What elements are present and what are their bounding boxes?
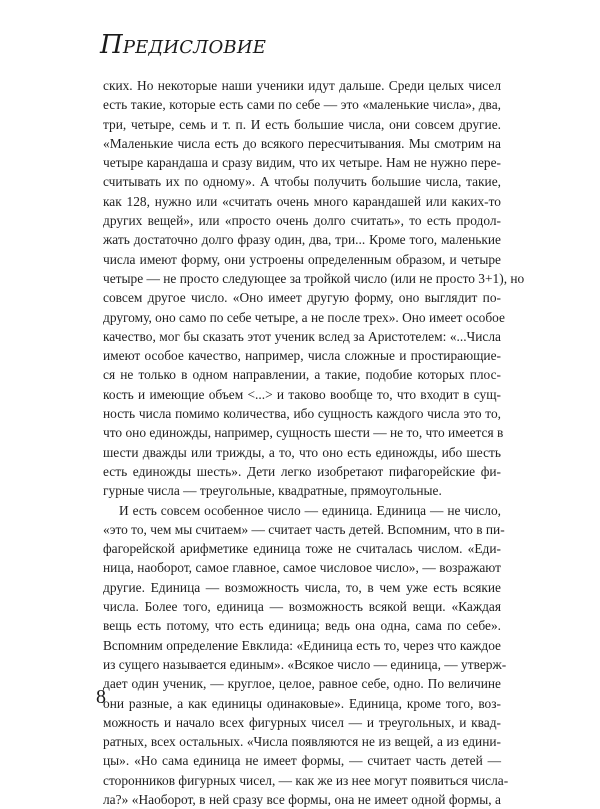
text-line: ся не только в одном направлении, а такие, подобие которых плос-: [103, 367, 501, 383]
text-line: гурные числа — треугольные, квадратные, прямоугольные.: [103, 483, 442, 499]
text-line: из сущего называется единым». «Всякое число — единица, — утверж-: [103, 656, 507, 672]
page-header-title: Предисловие: [100, 30, 267, 60]
text-line: сторонников фигурных чисел, — как же из нее могут появиться числа-: [103, 772, 509, 788]
text-line: что оно единожды, например, сущность шести — не то, что имеется в: [103, 425, 504, 441]
text-line: четыре — не просто следующее за тройкой число (или не просто 3+1), но: [103, 270, 525, 286]
text-line: ских. Но некоторые наши ученики идут дальше. Среди целых чисел: [103, 78, 501, 93]
text-line: дает один ученик, — круглое, целое, равное себе, одно. По величине: [103, 676, 501, 692]
paragraph-1: [103, 76, 525, 501]
text-line: числа. Более того, единица — возможность всякой вещи. «Каждая: [103, 599, 501, 615]
text-line: ла?» «Наоборот, в ней сразу все формы, она не имеет одной формы, а: [103, 791, 501, 807]
body-text: [103, 76, 525, 809]
text-line: фагорейской арифметике единица тоже не считалась числом. «Еди-: [103, 541, 501, 557]
text-line: качество, мог бы сказать этот ученик вслед за Аристотелем: «...Числа: [103, 328, 501, 344]
text-line: они разные, а как единицы одинаковые». Единица, кроме того, воз-: [103, 695, 501, 711]
text-line: кость и имеющие объем <...> и таково вообще то, что входит в сущ-: [103, 386, 501, 402]
text-line: И есть совсем особенное число — единица. Единица — не число,: [119, 502, 501, 518]
text-line: шести дважды или трижды, а то, что оно есть единожды, ибо шесть: [103, 444, 501, 460]
text-line: есть такие, которые есть сами по себе — это «маленькие числа», два,: [103, 97, 501, 113]
text-line: ность числа помимо количества, ибо сущность каждого числа это то,: [103, 406, 501, 422]
text-line: других вещей», или «просто очень долго считать», то есть продол-: [103, 213, 501, 229]
text-line: Вспомним определение Евклида: «Единица есть то, через что каждое: [103, 637, 501, 653]
text-line: другому, оно само по себе четыре, а не после трех». Оно имеет особое: [103, 309, 505, 325]
text-line: ратных, всех остальных. «Числа появляются не из вещей, а из едини-: [103, 734, 501, 750]
text-line: четыре карандаша и сразу видим, что их четыре. Нам не нужно пере-: [103, 155, 501, 171]
text-line: «это то, чем мы считаем» — считает часть детей. Вспомним, что в пи-: [103, 521, 505, 537]
text-line: считывать их по одному». А чтобы получить большие числа, такие,: [103, 174, 501, 190]
text-line: числа имеют форму, они устроены определенным образом, и четыре: [103, 251, 501, 267]
text-line: как 128, нужно или «считать очень много карандашей или каких-то: [103, 193, 501, 209]
text-line: есть единожды шесть». Дети легко изобретают пифагорейские фи-: [103, 463, 501, 479]
text-line: вещь есть потому, что есть единица; ведь она одна, сама по себе».: [103, 618, 501, 634]
text-line: «Маленькие числа есть до всякого пересчитывания. Мы смотрим на: [103, 135, 501, 151]
text-line: ница, наоборот, самое главное, самое числовое число», — возражают: [103, 560, 501, 576]
text-line: три, четыре, семь и т. п. И есть большие числа, они совсем другие.: [103, 116, 501, 132]
text-line: другие. Единица — возможность числа, то, в чем уже есть всякие: [103, 579, 501, 595]
text-line: можность и начало всех фигурных чисел — и треугольных, и квад-: [103, 714, 501, 730]
text-line: имеют особое качество, например, числа сложные и простирающие-: [103, 348, 501, 364]
text-line: цы». «Но сама единица не имеет формы, — считает часть детей —: [103, 753, 501, 769]
text-line: совсем другое число. «Оно имеет другую форму, оно выглядит по-: [103, 290, 501, 306]
paragraph-2: [103, 501, 509, 809]
text-line: жать достаточно долго фразу один, два, три... Кроме того, маленькие: [103, 232, 501, 248]
page-number: 8: [96, 686, 106, 708]
